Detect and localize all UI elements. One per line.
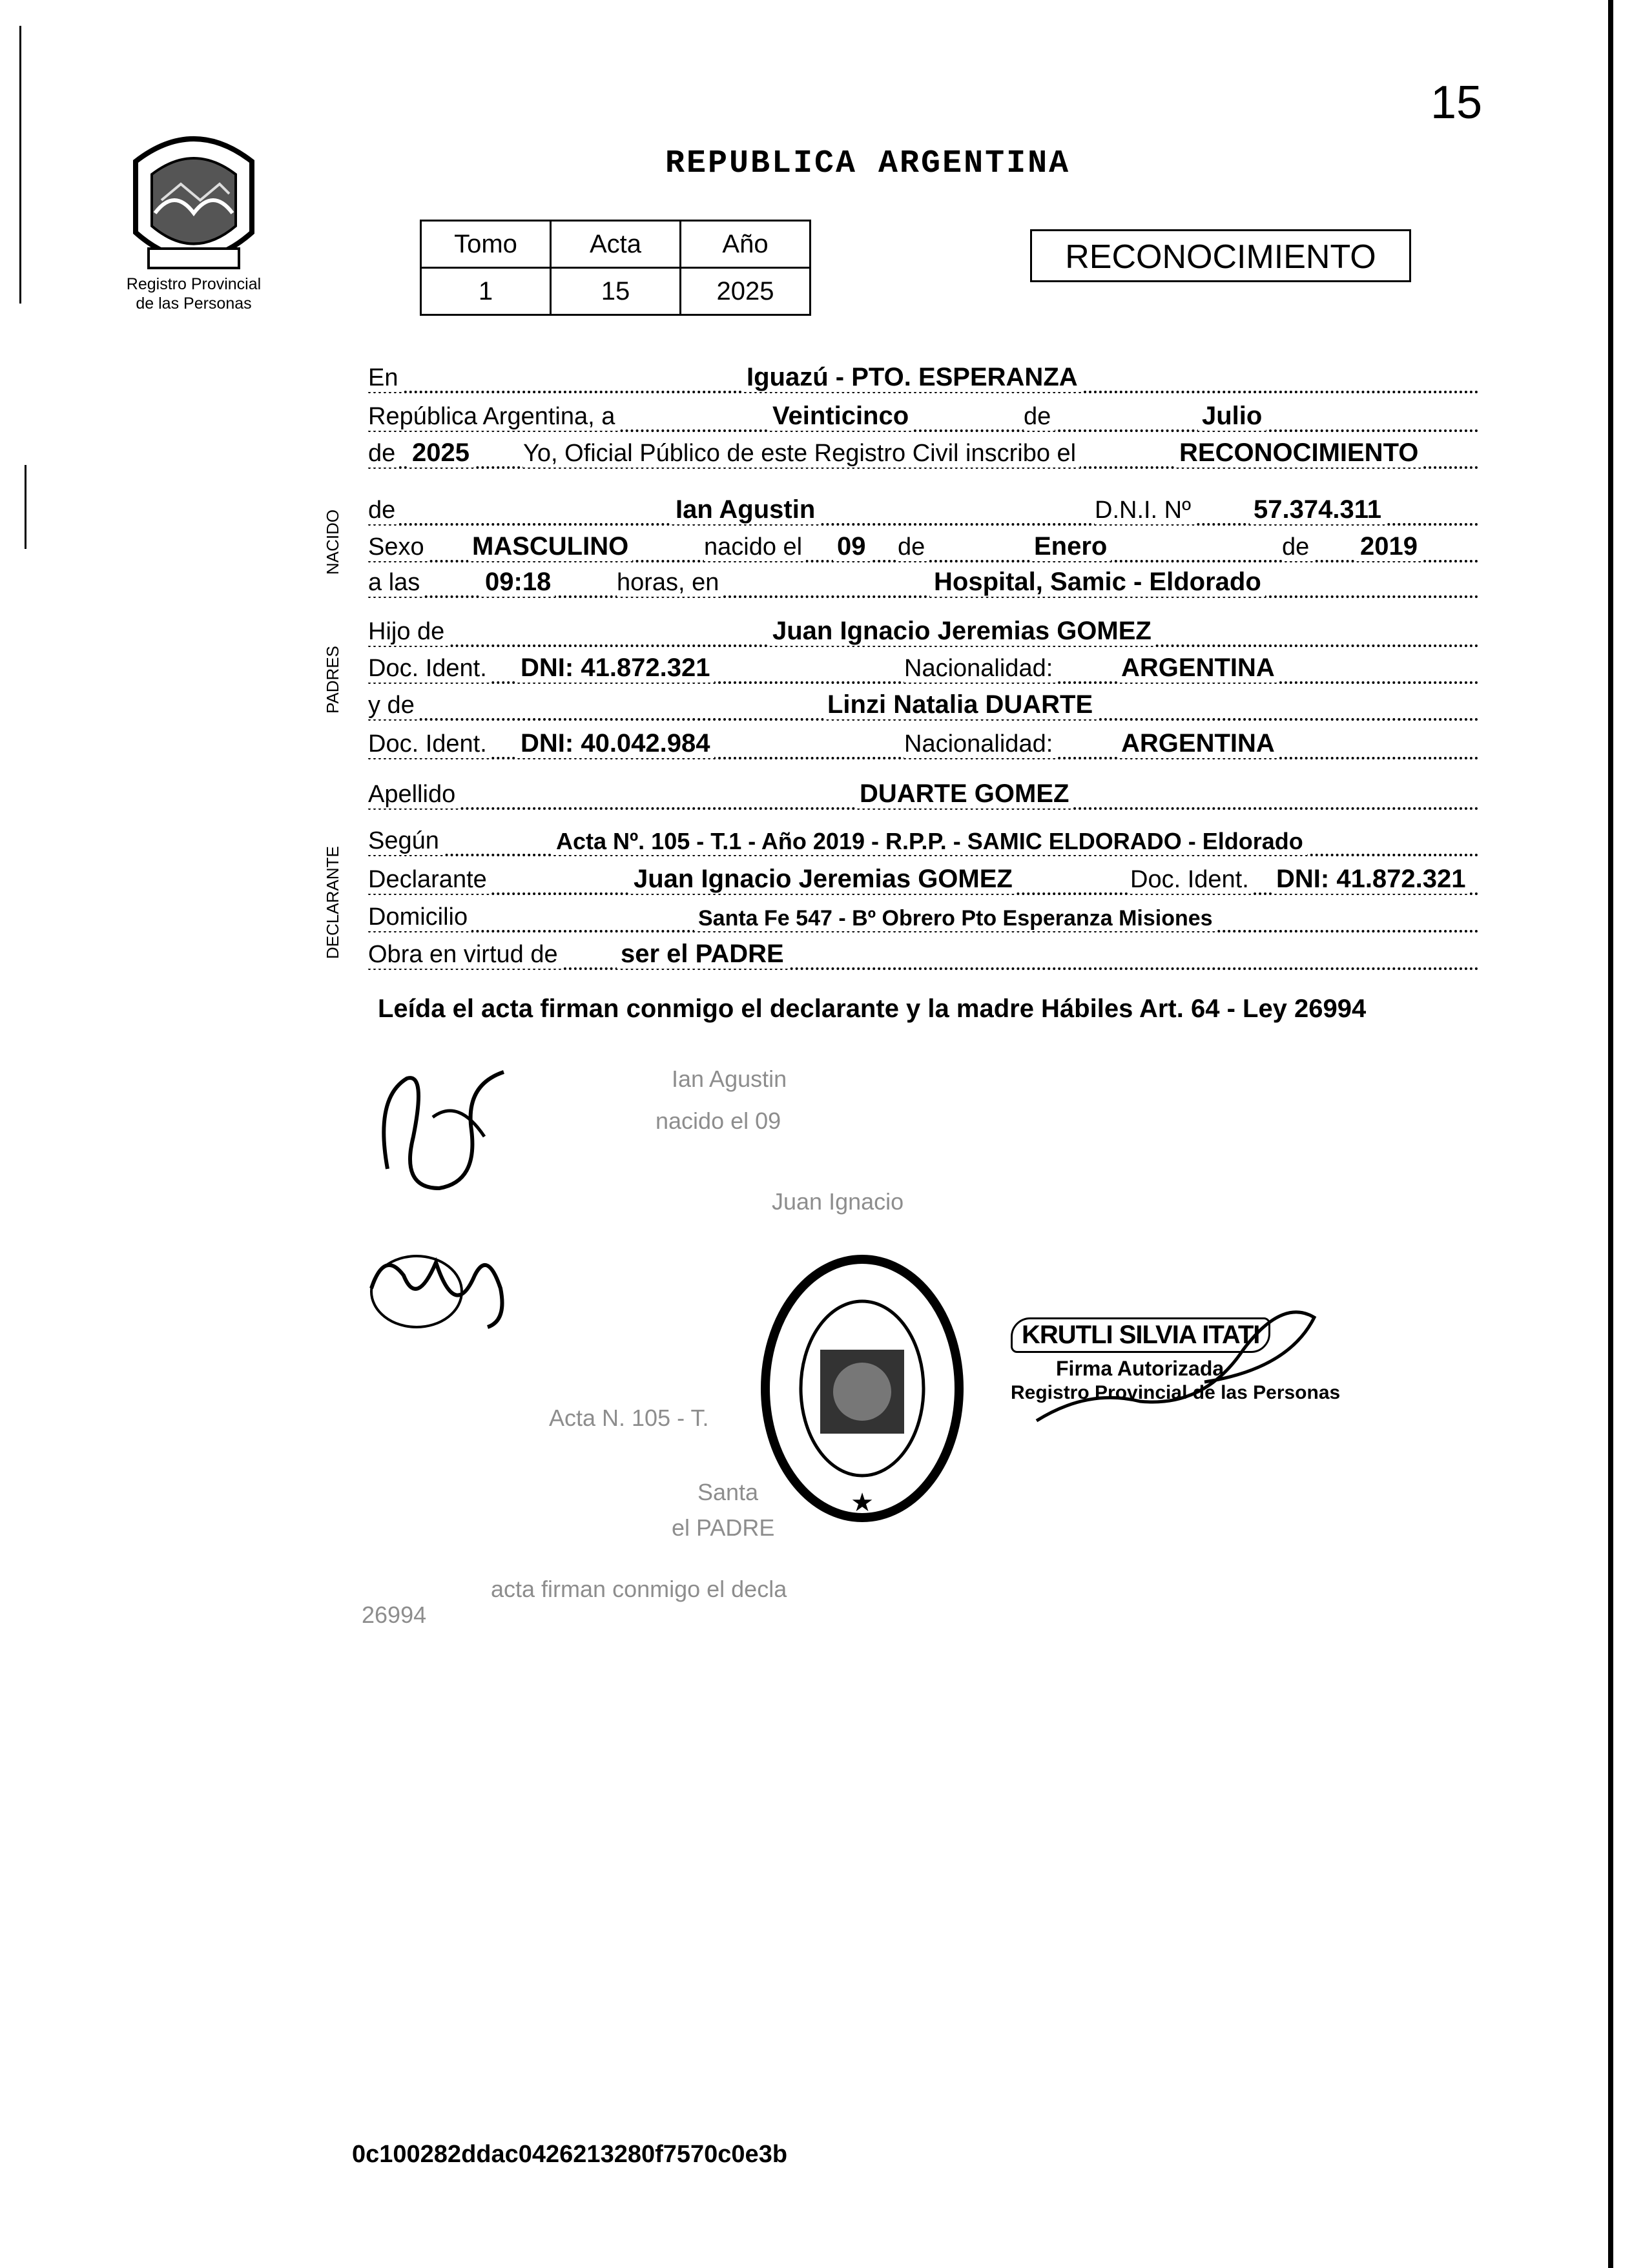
declarant-name: Juan Ignacio Jeremias GOMEZ — [630, 865, 1017, 894]
de-label: de — [1024, 403, 1055, 431]
row-child — [368, 491, 1479, 528]
segun-value: Acta Nº. 105 - T.1 - Año 2019 - R.P.P. - SAMIC ELDORADO - Eldorado — [552, 828, 1307, 855]
side-label-nacido: NACIDO — [323, 509, 342, 575]
sexo-label: Sexo — [368, 533, 428, 561]
row-surname — [368, 775, 1479, 812]
born-label: nacido el — [704, 533, 806, 561]
act-type-box: RECONOCIMIENTO — [1030, 229, 1411, 282]
faded-text: el PADRE — [672, 1514, 775, 1541]
header-ano: Año — [681, 221, 811, 268]
country-label: República Argentina, a — [368, 403, 619, 431]
domicilio-label: Domicilio — [368, 903, 471, 931]
declarante-label: Declarante — [368, 866, 491, 894]
row-by-virtue — [368, 935, 1479, 973]
page-number: 15 — [1431, 77, 1483, 129]
authority-signature-stroke — [1011, 1292, 1334, 1440]
faded-text: 26994 — [362, 1602, 427, 1628]
logo-caption-line: Registro Provincial — [126, 275, 262, 293]
month-value: Julio — [1198, 402, 1266, 431]
row-father — [368, 612, 1479, 650]
en-label: En — [368, 364, 402, 392]
signatory-org: Registro Provincial de las Personas — [1011, 1382, 1341, 1403]
sex-value: MASCULINO — [468, 532, 632, 561]
act-word: RECONOCIMIENTO — [1175, 438, 1422, 468]
doc-label: Doc. Ident. — [1130, 866, 1253, 894]
day-value: Veinticinco — [769, 402, 913, 431]
birth-year: 2019 — [1356, 532, 1421, 561]
doc-label: Doc. Ident. — [368, 655, 491, 683]
signatory-name: KRUTLI SILVIA ITATI — [1011, 1317, 1270, 1353]
official-stamp — [759, 1253, 966, 1524]
by-virtue-value: ser el PADRE — [617, 940, 788, 969]
father-doc: DNI: 41.872.321 — [517, 654, 714, 683]
left-edge-mark — [19, 26, 21, 304]
misiones-seal-logo — [116, 123, 271, 278]
row-officer — [368, 434, 1479, 471]
row-mother — [368, 686, 1479, 723]
nacionalidad-label: Nacionalidad: — [904, 730, 1057, 758]
side-label-declarante: DECLARANTE — [323, 846, 342, 959]
row-date — [368, 397, 1479, 435]
faded-text: nacido el 09 — [656, 1108, 781, 1134]
de-label: de — [368, 440, 399, 468]
de-label: de — [368, 497, 399, 524]
birth-place: Hospital, Samic - Eldorado — [930, 568, 1265, 597]
apellido-label: Apellido — [368, 781, 459, 809]
logo-caption-line: de las Personas — [136, 294, 252, 313]
closing-note: Leída el acta firman conmigo el declarante y la madre Hábiles Art. 64 - Ley 26994 — [378, 995, 1367, 1023]
declarant-signature — [349, 1059, 542, 1208]
child-dni: 57.374.311 — [1250, 495, 1385, 524]
document-hash: 0c100282ddac0426213280f7570c0e3b — [352, 2141, 788, 2168]
nacionalidad-label: Nacionalidad: — [904, 655, 1057, 683]
registry-table — [420, 220, 811, 316]
side-label-padres: PADRES — [323, 646, 342, 714]
yde-label: y de — [368, 692, 418, 719]
child-name: Ian Agustin — [672, 495, 819, 524]
surname-value: DUARTE GOMEZ — [856, 779, 1073, 809]
birth-day: 09 — [833, 532, 870, 561]
row-mother-doc — [368, 725, 1479, 762]
faded-text: Acta N. 105 - T. — [549, 1405, 709, 1431]
horas-label: horas, en — [617, 569, 723, 597]
mother-name: Linzi Natalia DUARTE — [823, 690, 1097, 719]
left-edge-mark — [25, 465, 26, 549]
obra-label: Obra en virtud de — [368, 941, 562, 969]
row-declarant — [368, 860, 1479, 898]
a-las-label: a las — [368, 569, 424, 597]
authorized-signature-block — [1011, 1317, 1340, 1404]
logo-caption — [97, 274, 291, 313]
mother-doc: DNI: 40.042.984 — [517, 729, 714, 758]
row-sex — [368, 528, 1479, 565]
officer-text: Yo, Oficial Público de este Registro Civil inscribo el — [523, 440, 1080, 468]
doc-label: Doc. Ident. — [368, 730, 491, 758]
signatory-role: Firma Autorizada — [1056, 1357, 1224, 1380]
page-title: REPUBLICA ARGENTINA — [665, 145, 1071, 182]
row-address — [368, 898, 1479, 935]
faded-text: Ian Agustin — [672, 1066, 787, 1092]
hijo-label: Hijo de — [368, 618, 448, 646]
segun-label: Según — [368, 827, 443, 855]
dni-label: D.N.I. Nº — [1095, 497, 1195, 524]
mother-nationality: ARGENTINA — [1117, 729, 1279, 758]
value-ano: 2025 — [681, 268, 811, 315]
svg-text:★: ★ — [851, 1488, 874, 1518]
header-tomo: Tomo — [421, 221, 551, 268]
row-place — [368, 358, 1479, 396]
father-nationality: ARGENTINA — [1117, 654, 1279, 683]
birth-time: 09:18 — [481, 568, 555, 597]
header-acta: Acta — [551, 221, 681, 268]
mother-signature — [358, 1237, 526, 1340]
row-segun — [368, 821, 1479, 859]
value-tomo: 1 — [421, 268, 551, 315]
father-name: Juan Ignacio Jeremias GOMEZ — [769, 617, 1155, 646]
address-value: Santa Fe 547 - Bº Obrero Pto Esperanza Misiones — [694, 906, 1217, 931]
place-value: Iguazú - PTO. ESPERANZA — [743, 363, 1082, 392]
faded-text: Santa — [697, 1479, 759, 1505]
row-father-doc — [368, 649, 1479, 686]
faded-text: Juan Ignacio — [772, 1188, 904, 1215]
year-value: 2025 — [408, 438, 473, 468]
de-label: de — [1282, 533, 1313, 561]
faded-text: acta firman conmigo el decla — [491, 1576, 787, 1602]
value-acta: 15 — [551, 268, 681, 315]
row-time — [368, 563, 1479, 601]
birth-month: Enero — [1030, 532, 1111, 561]
de-label: de — [898, 533, 929, 561]
declarant-doc: DNI: 41.872.321 — [1272, 865, 1470, 894]
right-edge-bar — [1608, 0, 1613, 2268]
